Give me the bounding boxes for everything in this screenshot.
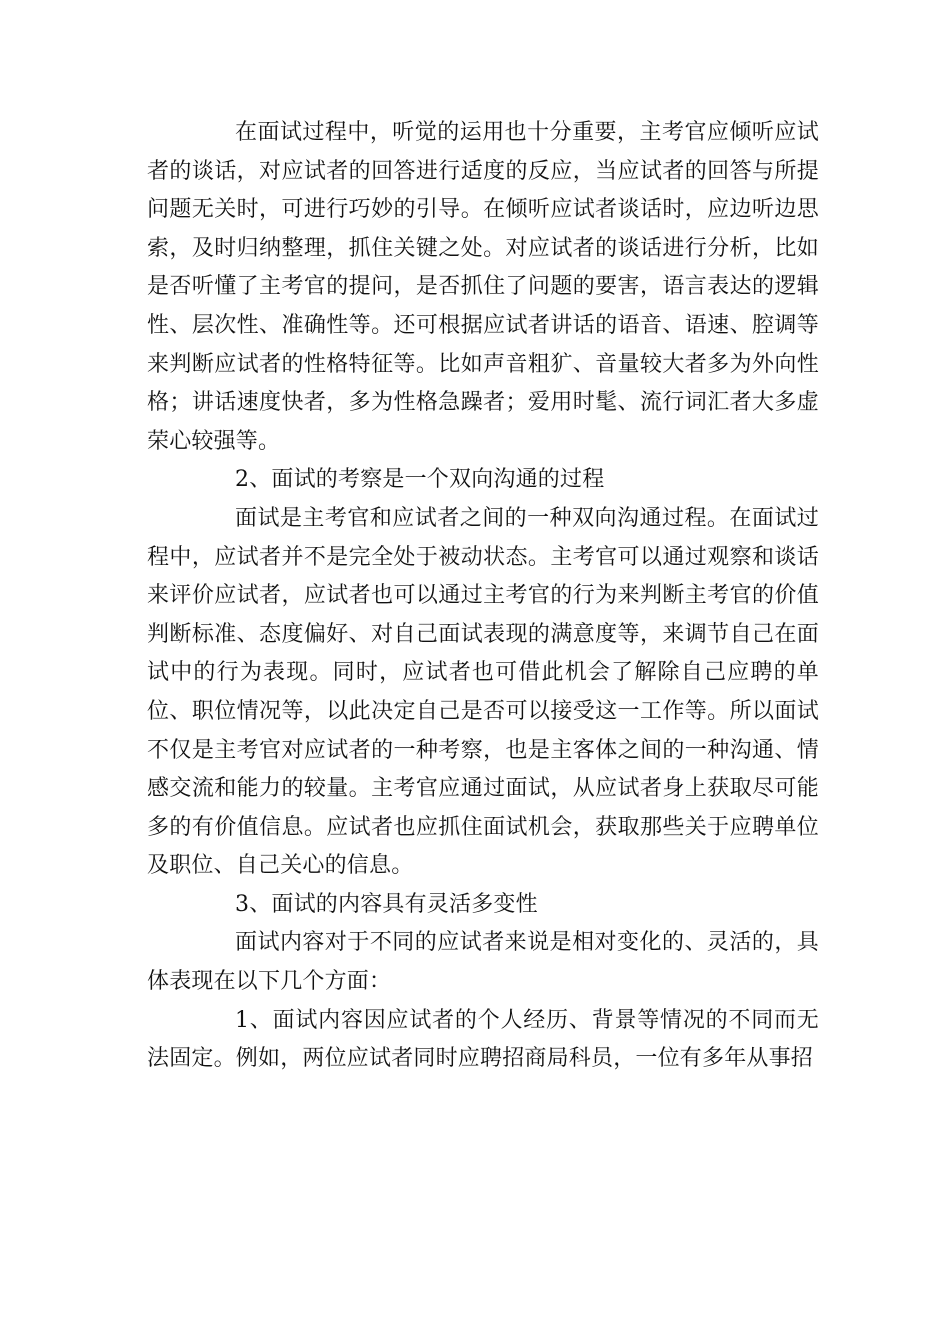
- section-heading-two-way-communication: 2、面试的考察是一个双向沟通的过程: [235, 467, 605, 493]
- paragraph-item-one: 1、面试内容因应试者的个人经历、背景等情况的不同而无法固定。例如，两位应试者同时应聘招商局科员，一位有多年从事招: [147, 1007, 819, 1072]
- paragraph-flexible-content: 面试内容对于不同的应试者来说是相对变化的、灵活的，具体表现在以下几个方面：: [147, 930, 819, 995]
- document-body: [147, 114, 819, 1079]
- section-heading-flexible-content: 3、面试的内容具有灵活多变性: [235, 891, 538, 917]
- paragraph-listening: 在面试过程中，听觉的运用也十分重要，主考官应倾听应试者的谈话，对应试者的回答进行适度的反应，当应试者的回答与所提问题无关时，可进行巧妙的引导。在倾听应试者谈话时，应边听边思索，及时归纳整理，抓住关键之处。对应试者的谈话进行分析，比如是否听懂了主考官的提问，是否抓住了问题的要害，语言表达的逻辑性、层次性、准确性等。还可根据应试者讲话的语音、语速、腔调等来判断应试者的性格特征等。比如声音粗犷、音量较大者多为外向性格；讲话速度快者，多为性格急躁者；爱用时髦、流行词汇者大多虚荣心较强等。: [147, 120, 819, 454]
- paragraph-two-way-communication: 面试是主考官和应试者之间的一种双向沟通过程。在面试过程中，应试者并不是完全处于被动状态。主考官可以通过观察和谈话来评价应试者，应试者也可以通过主考官的行为来判断主考官的价值判断标准、态度偏好、对自己面试表现的满意度等，来调节自己在面试中的行为表现。同时，应试者也可借此机会了解除自己应聘的单位、职位情况等，以此决定自己是否可以接受这一工作等。所以面试不仅是主考官对应试者的一种考察，也是主客体之间的一种沟通、情感交流和能力的较量。主考官应通过面试，从应试者身上获取尽可能多的有价值信息。应试者也应抓住面试机会，获取那些关于应聘单位及职位、自己关心的信息。: [147, 505, 819, 879]
